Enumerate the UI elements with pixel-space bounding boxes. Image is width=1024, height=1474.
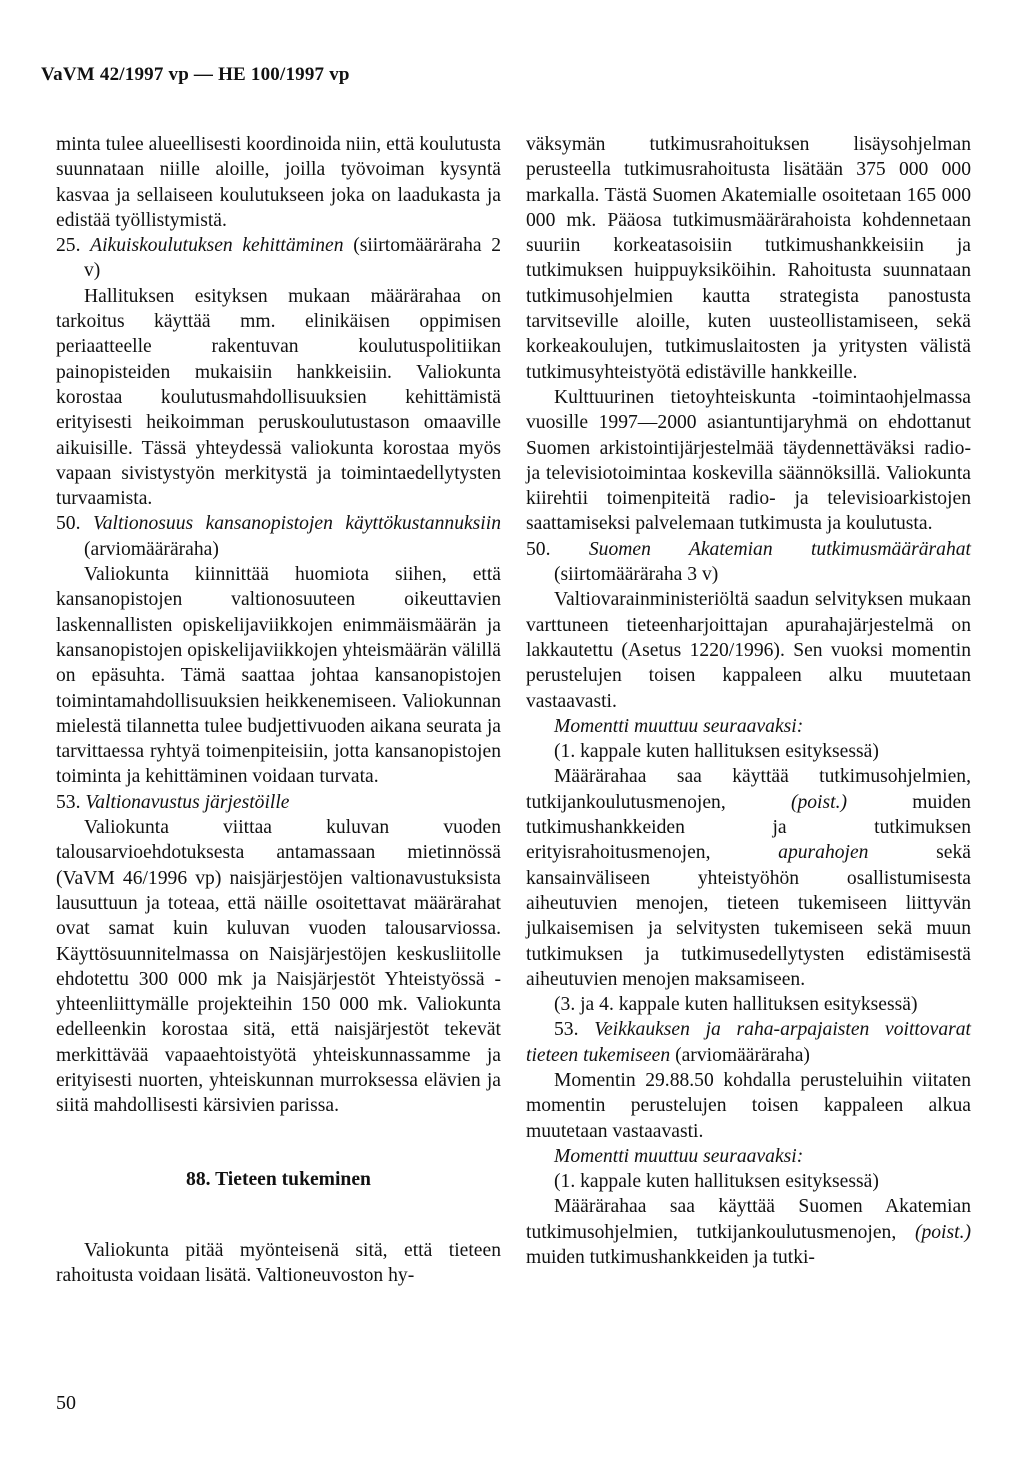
paragraph: Valtiovarainministeriöltä saadun selvityksen mukaan varttuneen tieteenharjoittajan apurahajärjestelmä on lakkautettu (Asetus 1220/1996). Sen vuoksi momentin perustelujen toisen kappaleen alku muutetaan vastaavasti. <box>526 589 971 712</box>
amended-paragraph: Määrärahaa saa käyttää Suomen Akatemian tutkimusohjelmien, tutkijankoulutusmenojen, (poist.) muiden tutkimushankkeiden ja tutki- <box>526 1196 971 1269</box>
page-header: VaVM 42/1997 vp — HE 100/1997 vp <box>41 64 350 85</box>
section-heading-50 <box>526 537 971 588</box>
section-title: Suomen Akatemian tutkimusmäärärahat <box>588 538 971 560</box>
section-number: 50. <box>526 538 551 560</box>
paragraph: minta tulee alueellisesti koordinoida niin, että koulutusta suunnataan niille aloille, joilla työvoiman kysyntä kasvaa ja sellaiseen koulutukseen joka on laadukasta ja edistää työllistymistä. <box>56 134 501 231</box>
section-heading-50 <box>56 511 501 562</box>
kept-paragraph-note: (1. kappale kuten hallituksen esityksessä) <box>554 741 879 763</box>
page-number: 50 <box>56 1392 76 1414</box>
section-title: Valtionavustus järjestöille <box>85 791 290 813</box>
section-suffix: (arviomääräraha) <box>84 538 219 560</box>
section-title: Valtionosuus kansanopistojen käyttökustannuksiin <box>92 513 501 535</box>
emphasis: apurahojen <box>778 842 869 864</box>
chapter-heading: 88. Tieteen tukeminen <box>186 1168 371 1190</box>
deletion-mark: (poist.) <box>914 1221 971 1243</box>
deletion-mark: (poist.) <box>790 791 847 813</box>
paragraph: Valiokunta viittaa kuluvan vuoden talousarvioehdotuksesta antamassaan mietinnössä (VaVM 46/1996 vp) naisjärjestöjen valtionavustuksista lausuttuun ja toteaa, että näille osoitettavat määrärahat ovat samat kuin kuluvan vuoden talousarviossa. Käyttösuunnitelmassa on Naisjärjestöjen keskusliitolle ehdotettu 300 000 mk ja Naisjärjestöt Yhteistyössä -yhteenliittymälle projekteihin 150 000 mk. Valiokunta edelleenkin korostaa sitä, että naisjärjestöt tekevät merkittävää vapaaehtoistyötä yhteiskunnassamme ja erityisesti nuorten, yhteiskunnan murroksessa elävien ja siitä mahdollisesti kärsivien parissa. <box>56 817 501 1117</box>
paragraph: Valiokunta pitää myönteisenä sitä, että tieteen rahoitusta voidaan lisätä. Valtioneuvoston hy- <box>56 1239 501 1287</box>
section-number: 25. <box>56 235 81 257</box>
section-title: Aikuiskoulutuksen kehittäminen <box>90 235 344 257</box>
paragraph: Momentin 29.88.50 kohdalla perusteluihin viitaten momentin perustelujen toisen kappaleen alkua muutetaan vastaavasti. <box>526 1069 971 1142</box>
change-label: Momentti muuttuu seuraavaksi: <box>554 715 804 737</box>
section-heading-53 <box>56 790 501 815</box>
section-heading-25 <box>56 233 501 284</box>
section-number: 53. <box>554 1019 579 1041</box>
change-label: Momentti muuttuu seuraavaksi: <box>554 1145 804 1167</box>
section-suffix: (arviomääräraha) <box>675 1044 810 1066</box>
kept-paragraph-note: (3. ja 4. kappale kuten hallituksen esityksessä) <box>554 994 918 1016</box>
paragraph: Valiokunta kiinnittää huomiota siihen, että kansanopistojen valtionosuuteen oikeuttavien laskennallisten opiskelijaviikkojen enimmäismäärän ja kansanopistojen opiskelijaviikkojen yhteismäärän välillä on epäsuhta. Tämä saattaa johtaa kansanopistojen toimintamahdollisuuksien heikkenemiseen. Valiokunnan mielestä tilannetta tulee budjettivuoden aikana seurata ja tarvittaessa ryhtyä toimenpiteisiin, jotta kansanopistojen toiminta ja kehittäminen voidaan turvata. <box>56 564 501 788</box>
section-title: Veikkauksen ja raha-arpajaisten voittovarat tieteen tukemiseen <box>526 1019 971 1066</box>
section-number: 50. <box>56 513 81 535</box>
right-column <box>526 132 971 1270</box>
section-number: 53. <box>56 791 81 813</box>
section-heading-53 <box>526 1017 971 1068</box>
amended-paragraph: Määrärahaa saa käyttää tutkimusohjelmien, tutkijankoulutusmenojen, (poist.) muiden tutkimushankkeiden ja tutkimuksen erityisrahoitusmenojen, apurahojen sekä kansainväliseen yhteistyöhön osallistumisesta aiheutuvien menojen, tieteen tukemiseen liittyvän julkaisemisen ja selvitysten tukemiseen sekä muun tutkimuksen ja tutkimusedellytysten edistämisestä aiheutuvien menojen maksamiseen. <box>526 766 971 990</box>
paragraph: Hallituksen esityksen mukaan määrärahaa on tarkoitus käyttää mm. elinikäisen oppimisen periaatteelle rakentuvan koulutuspolitiikan painopisteiden mukaisiin hankkeisiin. Valiokunta korostaa koulutusmahdollisuuksien kehittämistä erityisesti heikoimman peruskoulutustason omaaville aikuisille. Tässä yhteydessä valiokunta korostaa myös vapaan sivistystyön merkitystä ja toimintaedellytysten turvaamista. <box>56 285 501 510</box>
paragraph: Kulttuurinen tietoyhteiskunta -toimintaohjelmassa vuosille 1997—2000 asiantuntijaryhmä on ehdottanut Suomen arkistointijärjestelmää täydennettäväksi radio- ja televisiotoimintaa koskevilla säännöksillä. Valiokunta kiirehtii toimenpiteitä radio- ja televisioarkistojen saattamiseksi palvelemaan tutkimusta ja koulutusta. <box>526 386 971 535</box>
section-suffix: (siirtomääräraha 2 v) <box>84 235 501 282</box>
paragraph: väksymän tutkimusrahoituksen lisäysohjelman perusteella tutkimusrahoitusta lisätään 375 000 000 markalla. Tästä Suomen Akatemialle osoitetaan 165 000 000 mk. Pääosa tutkimusmäärärahoista kohdennetaan suuriin korkeatasoisiin tutkimushankkeisiin ja tutkimuksen huippuyksiköihin. Rahoitusta suunnataan tutkimusohjelmien kautta strategista panostusta tarvitseville aloille, kuten uusteollistamiseen, sekä korkeakoulujen, tutkimuslaitosten ja yritysten välistä tutkimusyhteistyötä edistäville hankkeille. <box>526 134 971 383</box>
section-suffix: (siirtomääräraha 3 v) <box>554 564 719 586</box>
left-column <box>56 132 501 1288</box>
kept-paragraph-note: (1. kappale kuten hallituksen esityksessä) <box>554 1171 879 1193</box>
